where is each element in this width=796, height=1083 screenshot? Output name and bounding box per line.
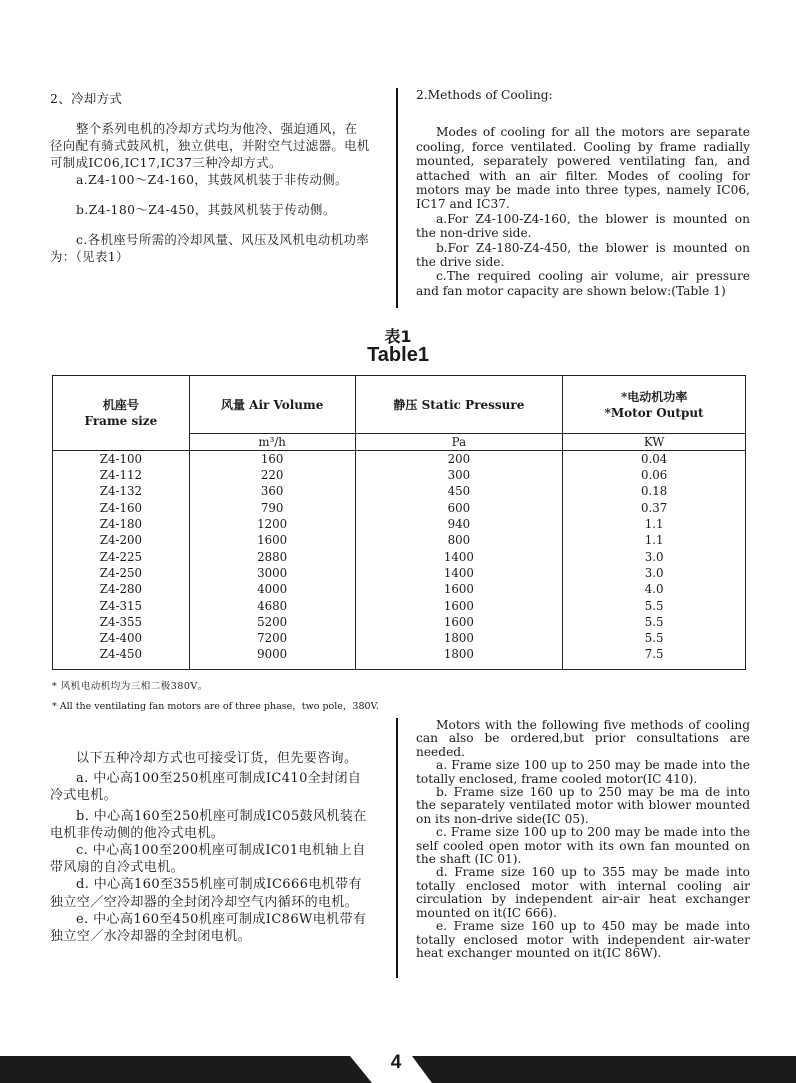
static-pressure-cell: 1800 bbox=[355, 646, 563, 669]
static-pressure-cell: 200 bbox=[355, 451, 563, 468]
cooling-item-b-cn: b.Z4-180～Z4-450，其鼓风机装于传动侧。 bbox=[76, 202, 336, 217]
motor-output-cell: 3.0 bbox=[563, 548, 746, 564]
frame-size-cell: Z4-315 bbox=[53, 597, 190, 613]
static-pressure-cell: 800 bbox=[355, 532, 563, 548]
frame-size-cell: Z4-180 bbox=[53, 516, 190, 532]
other-item-b-en: b. Frame size 160 up to 250 may be ma de into the separately ventilated motor with blower mounted on its non-drive side(IC 05). bbox=[416, 785, 750, 826]
static-pressure-cell: 1400 bbox=[355, 565, 563, 581]
cooling-item-c-cn: c.各机座号所需的冷却风量、风压及风机电动机功率为：（见表1） bbox=[50, 232, 370, 264]
table-title-en: Table1 bbox=[367, 344, 429, 366]
motor-output-cell: 0.37 bbox=[563, 500, 746, 516]
table-row bbox=[53, 467, 746, 483]
table-row bbox=[53, 597, 746, 613]
air-volume-cell: 3000 bbox=[189, 565, 355, 581]
air-volume-cell: 9000 bbox=[189, 646, 355, 669]
motor-output-cell: 3.0 bbox=[563, 565, 746, 581]
air-volume-cell: 4000 bbox=[189, 581, 355, 597]
table-header-row bbox=[53, 376, 746, 434]
frame-size-cell: Z4-225 bbox=[53, 548, 190, 564]
section-heading-en: 2.Methods of Cooling: bbox=[416, 88, 553, 102]
table-row bbox=[53, 646, 746, 669]
section-heading-cn: 2、冷却方式 bbox=[50, 91, 123, 106]
other-cooling-en bbox=[416, 719, 750, 960]
air-volume-cell: 4680 bbox=[189, 597, 355, 613]
header-motor-cn: *电动机功率 bbox=[620, 389, 688, 404]
motor-output-cell: 5.5 bbox=[563, 597, 746, 613]
cooling-methods-en bbox=[416, 88, 750, 298]
air-volume-cell: 360 bbox=[189, 483, 355, 499]
page-number: 4 bbox=[390, 1052, 402, 1073]
frame-size-cell: Z4-160 bbox=[53, 500, 190, 516]
frame-size-cell: Z4-200 bbox=[53, 532, 190, 548]
static-pressure-cell: 1600 bbox=[355, 614, 563, 630]
frame-size-cell: Z4-100 bbox=[53, 451, 190, 468]
header-frame-en: Frame size bbox=[84, 414, 158, 428]
static-pressure-cell: 940 bbox=[355, 516, 563, 532]
footnote-cn: * 风机电动机均为三相二极380V。 bbox=[52, 681, 208, 692]
motor-output-cell: 0.06 bbox=[563, 467, 746, 483]
motor-output-cell: 1.1 bbox=[563, 532, 746, 548]
frame-size-cell: Z4-112 bbox=[53, 467, 190, 483]
header-static-pressure: 静压 Static Pressure bbox=[355, 376, 563, 434]
cooling-item-b-en: b.For Z4-180-Z4-450, the blower is mounted on the drive side. bbox=[416, 240, 750, 270]
table-row bbox=[53, 630, 746, 646]
air-volume-cell: 220 bbox=[189, 467, 355, 483]
motor-output-cell: 4.0 bbox=[563, 581, 746, 597]
other-item-a-en: a. Frame size 100 up to 250 may be made into the totally enclosed, frame cooled motor(IC 410). bbox=[416, 758, 750, 786]
table-row bbox=[53, 614, 746, 630]
other-item-a-cn: a. 中心高100至250机座可制成IC410全封闭自冷式电机。 bbox=[50, 771, 362, 804]
motor-output-cell: 5.5 bbox=[563, 614, 746, 630]
motor-output-cell: 0.04 bbox=[563, 451, 746, 468]
table-row bbox=[53, 565, 746, 581]
air-volume-cell: 160 bbox=[189, 451, 355, 468]
other-item-d-cn: d. 中心高160至355机座可制成IC666电机带有独立空／空冷却器的全封闭冷却空气内循环的电机。 bbox=[50, 877, 362, 910]
table-row bbox=[53, 500, 746, 516]
cooling-spec-table bbox=[52, 375, 746, 670]
cooling-item-c-en: c.The required cooling air volume, air pressure and fan motor capacity are shown below:(Table 1) bbox=[416, 269, 750, 298]
column-divider-bottom bbox=[396, 718, 398, 978]
table-row bbox=[53, 548, 746, 564]
other-item-e-en: e. Frame size 160 up to 450 may be made into totally enclosed motor with independent air-water heat exchanger mounted on it(IC 86W). bbox=[416, 919, 750, 960]
other-item-b-cn: b. 中心高160至250机座可制成IC05鼓风机装在电机非传动侧的他冷式电机。 bbox=[50, 808, 367, 841]
cooling-methods-cn bbox=[50, 90, 370, 265]
other-item-c-cn: c. 中心高100至200机座可制成IC01电机轴上自带风扇的自冷式电机。 bbox=[50, 843, 366, 876]
footnote-en: * All the ventilating fan motors are of three phase，two pole，380V. bbox=[52, 701, 379, 712]
table-row bbox=[53, 532, 746, 548]
footer-bar-left bbox=[0, 1056, 372, 1083]
air-volume-cell: 790 bbox=[189, 500, 355, 516]
static-pressure-cell: 1800 bbox=[355, 630, 563, 646]
static-pressure-cell: 450 bbox=[355, 483, 563, 499]
static-pressure-cell: 300 bbox=[355, 467, 563, 483]
unit-static-pressure: Pa bbox=[355, 434, 563, 451]
static-pressure-cell: 1400 bbox=[355, 548, 563, 564]
cooling-description-cn: 整个系列电机的冷却方式均为他冷、强迫通风，在径向配有骑式鼓风机，独立供电，并附空气过滤器。电机可制成IC06,IC17,IC37三种冷却方式。 bbox=[50, 121, 370, 170]
header-air-volume: 风量 Air Volume bbox=[189, 376, 355, 434]
static-pressure-cell: 1600 bbox=[355, 597, 563, 613]
cooling-description-en: Modes of cooling for all the motors are separate cooling, force ventilated. Cooling by frame radially mounted, separately powered ventilating fan, and attached with an air filter. Modes of cooling for motors may be made into three types, namely IC06, IC17 and IC37. bbox=[416, 125, 750, 212]
footer-bar-right bbox=[412, 1056, 796, 1083]
frame-size-cell: Z4-280 bbox=[53, 581, 190, 597]
frame-size-cell: Z4-450 bbox=[53, 646, 190, 669]
column-divider-top bbox=[396, 88, 398, 308]
air-volume-cell: 1200 bbox=[189, 516, 355, 532]
other-intro-en: Motors with the following five methods of cooling can also be ordered,but prior consultations are needed. bbox=[416, 718, 750, 759]
other-cooling-cn bbox=[50, 750, 370, 945]
frame-size-cell: Z4-400 bbox=[53, 630, 190, 646]
motor-output-cell: 0.18 bbox=[563, 483, 746, 499]
air-volume-cell: 2880 bbox=[189, 548, 355, 564]
header-motor-output bbox=[563, 376, 746, 434]
motor-output-cell: 7.5 bbox=[563, 646, 746, 669]
motor-output-cell: 1.1 bbox=[563, 516, 746, 532]
header-motor-en: *Motor Output bbox=[604, 405, 704, 420]
other-item-e-cn: e. 中心高160至450机座可制成IC86W电机带有独立空／水冷却器的全封闭电机。 bbox=[50, 911, 367, 945]
table-title-cn: 表1 bbox=[384, 327, 412, 346]
frame-size-cell: Z4-355 bbox=[53, 614, 190, 630]
header-frame-size bbox=[53, 376, 190, 451]
other-item-c-en: c. Frame size 100 up to 200 may be made into the self cooled open motor with its own fan mounted on the shaft (IC 01). bbox=[416, 825, 750, 867]
static-pressure-cell: 600 bbox=[355, 500, 563, 516]
motor-output-cell: 5.5 bbox=[563, 630, 746, 646]
cooling-item-a-en: a.For Z4-100-Z4-160, the blower is mounted on the non-drive side. bbox=[416, 211, 750, 241]
unit-motor: KW bbox=[563, 434, 746, 451]
table-row bbox=[53, 483, 746, 499]
frame-size-cell: Z4-132 bbox=[53, 483, 190, 499]
other-item-d-en: d. Frame size 160 up to 355 may be made into totally enclosed motor with internal cooling air circulation by independent air-air heat exchanger mounted on it(IC 666). bbox=[416, 865, 750, 920]
air-volume-cell: 5200 bbox=[189, 614, 355, 630]
unit-air-volume: m³/h bbox=[189, 434, 355, 451]
cooling-item-a-cn: a.Z4-100～Z4-160，其鼓风机装于非传动侧。 bbox=[76, 172, 348, 187]
static-pressure-cell: 1600 bbox=[355, 581, 563, 597]
table-row bbox=[53, 581, 746, 597]
table-row bbox=[53, 516, 746, 532]
other-intro-cn: 以下五种冷却方式也可接受订货，但先要咨询。 bbox=[76, 751, 358, 766]
air-volume-cell: 7200 bbox=[189, 630, 355, 646]
frame-size-cell: Z4-250 bbox=[53, 565, 190, 581]
table-row bbox=[53, 451, 746, 468]
air-volume-cell: 1600 bbox=[189, 532, 355, 548]
header-frame-cn: 机座号 bbox=[102, 398, 139, 412]
